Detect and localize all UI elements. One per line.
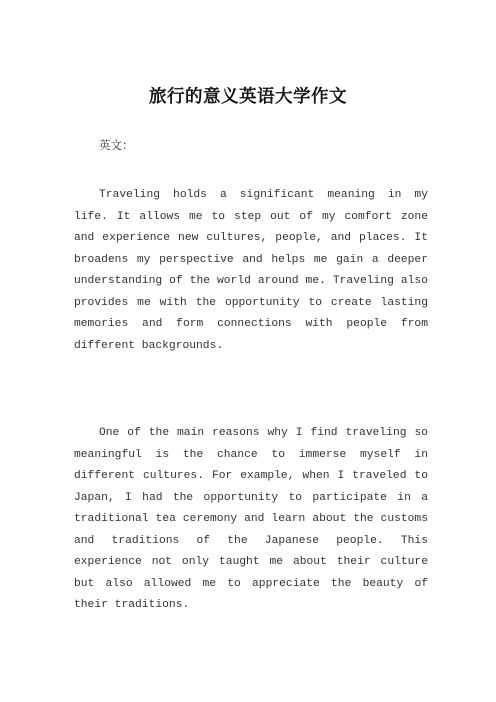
paragraph-2: One of the main reasons why I find traveling so meaningful is the chance to immerse myself in different cultures. For example, when I traveled to Japan, I had the opportunity to participate in a traditional tea ceremony and learn about the customs and traditions of the Japanese people. This experience not only taught me about their culture but also allowed me to appreciate the beauty of their traditions. bbox=[74, 427, 428, 611]
paragraph-1: Traveling holds a significant meaning in my life. It allows me to step out of my comfort zone and experience new cultures, people, and places. It broadens my perspective and helps me gain a deeper understanding of the world around me. Traveling also provides me with the opportunity to create lasting memories and form connections with people from different backgrounds. bbox=[74, 189, 428, 352]
section-label: 英文： bbox=[99, 138, 134, 152]
document-title: 旅行的意义英语大学作文 bbox=[149, 87, 347, 107]
